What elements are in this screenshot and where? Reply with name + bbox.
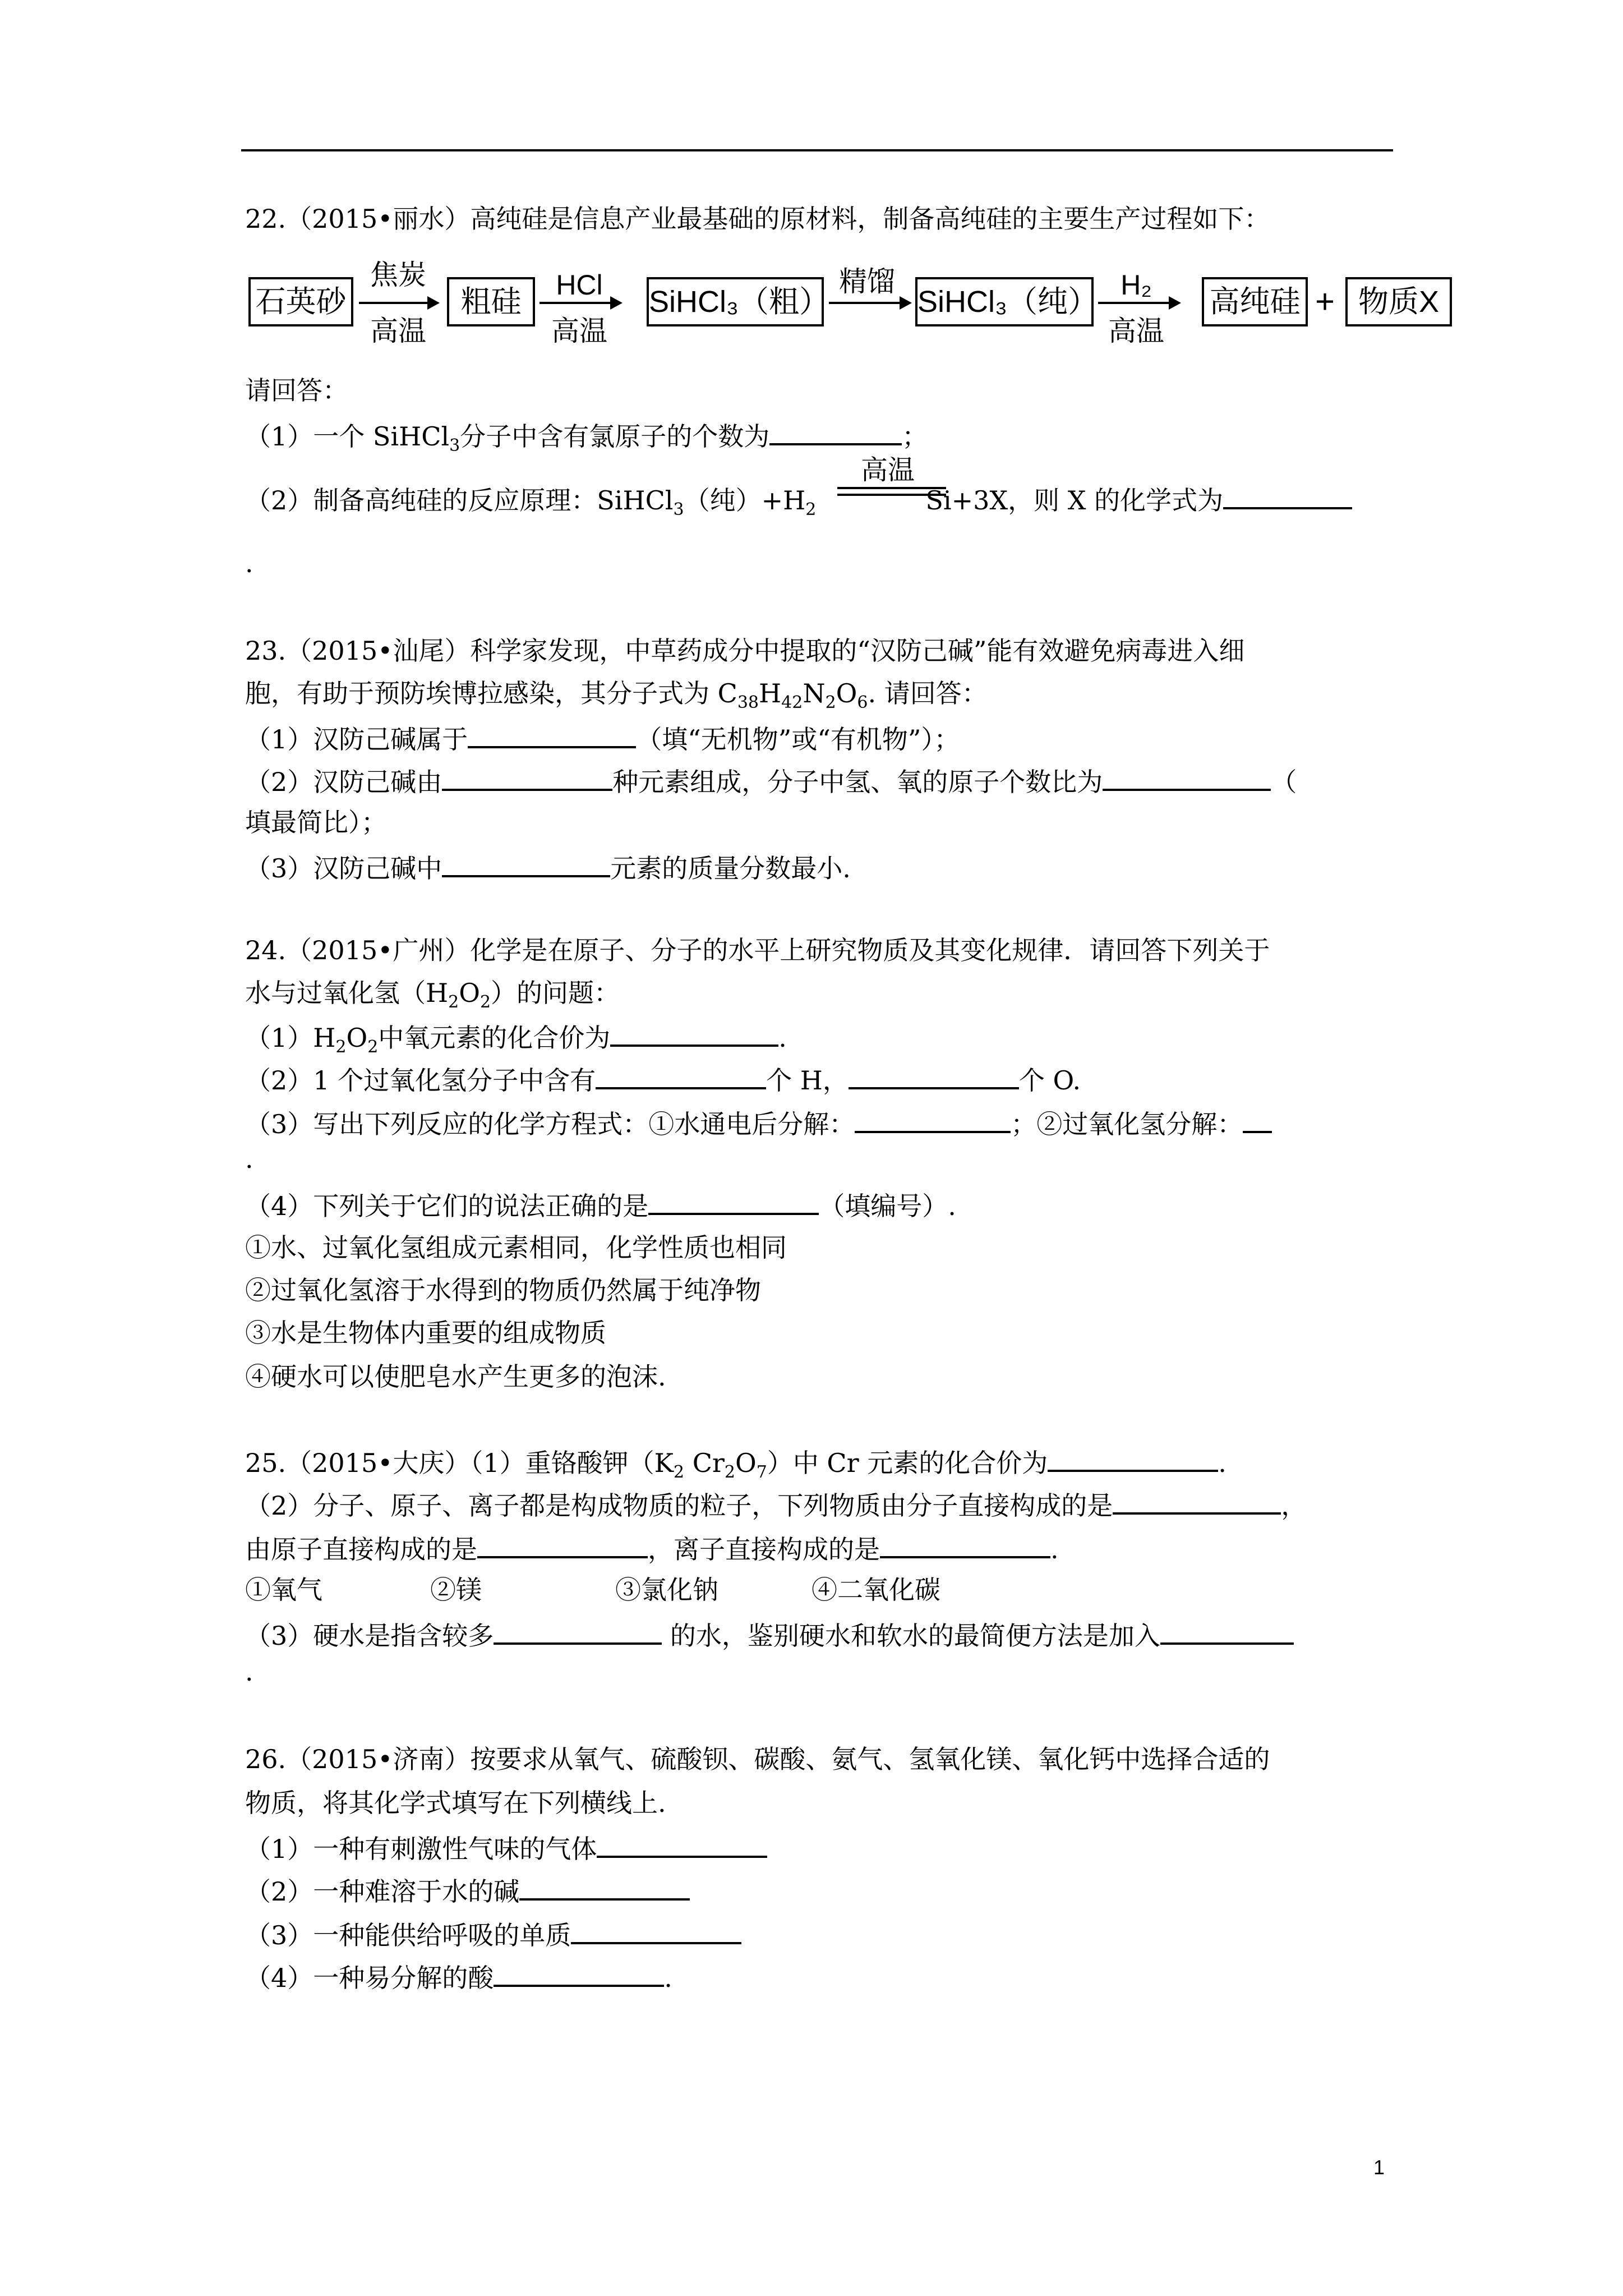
answer-blank[interactable] (477, 1530, 648, 1558)
q26-part2: （2）一种难溶于水的碱 (245, 1872, 690, 1908)
q26-part4: （4）一种易分解的酸 . (245, 1959, 672, 1995)
flow-arrow-4 (1098, 302, 1179, 304)
answer-blank[interactable] (442, 763, 612, 791)
q25-choices: ①氧气 ②镁 ③氯化钠 ④二氧化碳 (245, 1575, 940, 1605)
flow-arrow4-bottom: 高温 (1108, 315, 1164, 347)
q26-line2: 物质，将其化学式填写在下列横线上. (245, 1788, 666, 1818)
q26-part3: （3）一种能供给呼吸的单质 (245, 1916, 741, 1952)
flow-arrow2-top: HCl (556, 269, 603, 301)
q23-line2: 胞，有助于预防埃博拉感染，其分子式为 $C_{38}H_{42}N_2O_6$. 请回答： (245, 678, 988, 712)
flow-box-high-purity-silicon: 高纯硅 (1202, 277, 1308, 326)
answer-blank[interactable] (494, 1617, 662, 1645)
q22-part2: （2）制备高纯硅的反应原理：SiHCl$_3$（纯）$+H_2$ Si+3X，则 X 的化学式为 (245, 481, 1352, 517)
page-number: 1 (1373, 2156, 1385, 2179)
q26-part1: （1）一种有刺激性气味的气体 (245, 1830, 767, 1866)
q24-part2: （2）1 个过氧化氢分子中含有 个 H， 个 O. (245, 1061, 1081, 1097)
answer-blank[interactable] (597, 1830, 767, 1858)
q23-part3: （3）汉防己碱中 元素的质量分数最小. (245, 849, 851, 885)
q25-part2: （2）分子、原子、离子都是构成物质的粒子，下列物质由分子直接构成的是 ， (245, 1487, 1307, 1522)
q22-part2-end: . (245, 548, 253, 578)
flow-box-crude-silicon: 粗硅 (447, 277, 535, 326)
q23-line1: 23.（2015•汕尾）科学家发现，中草药成分中提取的“汉防己碱”能有效避免病毒进入细 (245, 636, 1245, 666)
q22-part1: （1）一个 SiHCl$_3$分子中含有氯原子的个数为 ； (245, 417, 928, 453)
answer-blank[interactable] (1223, 481, 1352, 509)
flow-box-quartz-sand: 石英砂 (248, 277, 353, 326)
flow-plus: + (1315, 283, 1335, 320)
answer-blank[interactable] (1243, 1105, 1272, 1133)
answer-blank[interactable] (648, 1187, 819, 1215)
q24-part4: （4）下列关于它们的说法正确的是 （填编号）. (245, 1187, 956, 1223)
flow-box-sihcl3-crude: SiHCl₃（粗） (647, 277, 824, 326)
flow-arrow-3 (829, 302, 910, 304)
q26-line1: 26.（2015•济南）按要求从氧气、硫酸钡、碳酸、氨气、氢氧化镁、氧化钙中选择合适的 (245, 1744, 1270, 1774)
q25-part1: 25.（2015•大庆）（1）重铬酸钾（$K_2$ $Cr_2O_7$）中 Cr 元素的化合价为 . (245, 1444, 1227, 1480)
answer-blank[interactable] (1113, 1487, 1281, 1515)
reaction-condition: 高温 (861, 455, 915, 485)
q25-part3: （3）硬水是指含较多 的水，鉴别硬水和软水的最简便方法是加入 (245, 1617, 1294, 1653)
q24-line2: 水与过氧化氢$(H_2O_2)$的问题： (245, 978, 620, 1012)
q25-part3-end: . (245, 1657, 253, 1687)
q23-part2: （2）汉防己碱由 种元素组成，分子中氢、氧的原子个数比为 （ (245, 763, 1297, 799)
q23-part1: （1）汉防己碱属于 （填“无机物”或“有机物”）； (245, 720, 960, 756)
flow-arrow1-top: 焦炭 (370, 259, 426, 291)
q24-part3-end: . (245, 1144, 253, 1174)
answer-blank[interactable] (769, 417, 902, 445)
answer-blank[interactable] (494, 1959, 664, 1987)
flow-arrow2-bottom: 高温 (551, 315, 607, 347)
flow-arrow-1 (359, 302, 437, 304)
answer-blank[interactable] (442, 849, 610, 877)
flow-arrow4-top: H₂ (1121, 269, 1152, 301)
flow-arrow1-bottom: 高温 (370, 315, 426, 347)
q24-part1: $(1)H_2O_2$中氧元素的化合价为 . (245, 1019, 787, 1055)
q25-part2-cont: 由原子直接构成的是 ，离子直接构成的是 . (245, 1530, 1059, 1566)
answer-blank[interactable] (1103, 763, 1271, 791)
q24-part3: （3）写出下列反应的化学方程式：①水通电后分解： ；②过氧化氢分解： (245, 1105, 1272, 1141)
answer-blank[interactable] (519, 1872, 690, 1901)
flow-arrow-2 (540, 302, 620, 304)
header-rule (241, 149, 1393, 151)
answer-blank[interactable] (596, 1061, 766, 1089)
q24-option1: ①水、过氧化氢组成元素相同，化学性质也相同 (245, 1232, 787, 1263)
q23-part2-cont: 填最简比）； (245, 807, 387, 838)
answer-blank[interactable] (1160, 1617, 1294, 1645)
answer-blank[interactable] (1048, 1444, 1218, 1472)
q22-prompt: 请回答： (245, 375, 348, 406)
answer-blank[interactable] (468, 720, 636, 748)
q24-option2: ②过氧化氢溶于水得到的物质仍然属于纯净物 (245, 1275, 761, 1305)
answer-blank[interactable] (610, 1019, 778, 1047)
answer-blank[interactable] (855, 1105, 1011, 1133)
flow-box-substance-x: 物质X (1345, 277, 1452, 326)
q22-stem: 22.（2015•丽水）高纯硅是信息产业最基础的原材料，制备高纯硅的主要生产过程如下： (245, 204, 1270, 234)
q24-option4: ④硬水可以使肥皂水产生更多的泡沫. (245, 1361, 666, 1392)
flow-box-sihcl3-pure: SiHCl₃（纯） (915, 277, 1094, 326)
answer-blank[interactable] (849, 1061, 1019, 1089)
answer-blank[interactable] (571, 1916, 741, 1944)
q24-line1: 24.（2015•广州）化学是在原子、分子的水平上研究物质及其变化规律．请回答下列关于 (245, 935, 1270, 965)
flow-arrow3-top: 精馏 (839, 266, 895, 297)
answer-blank[interactable] (880, 1530, 1050, 1558)
q24-option3: ③水是生物体内重要的组成物质 (245, 1318, 606, 1348)
